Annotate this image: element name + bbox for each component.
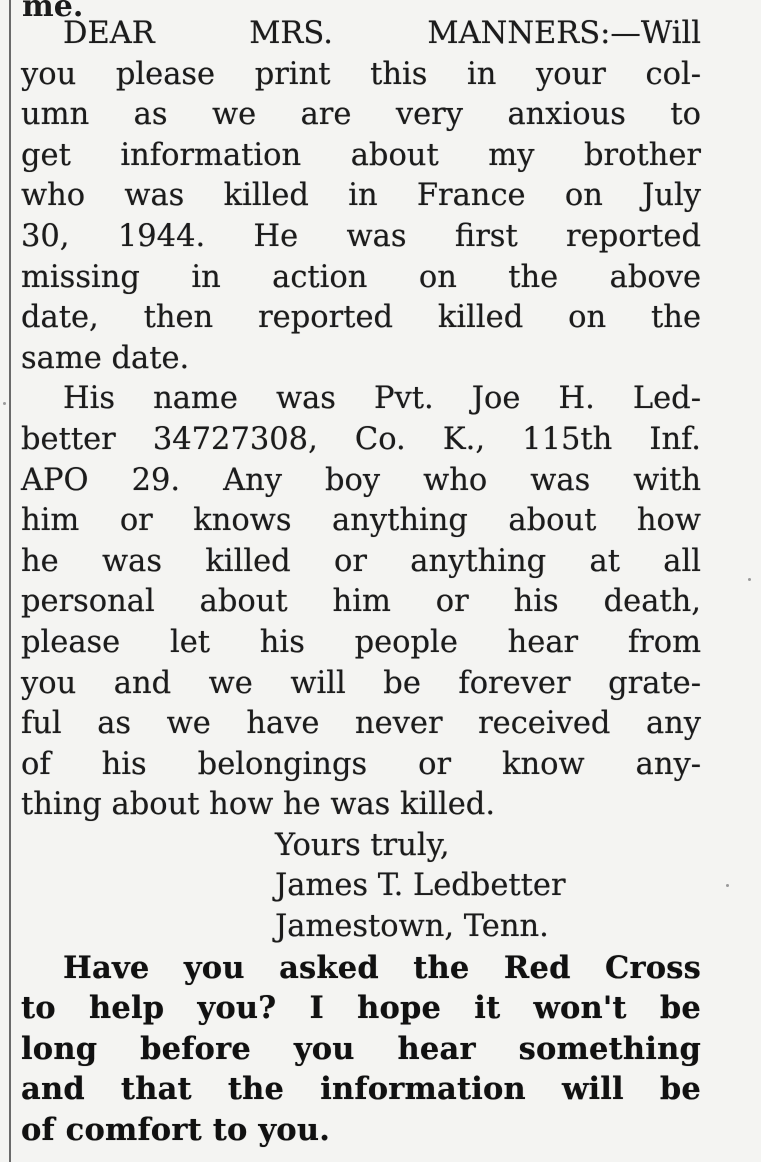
text-line: His name was Pvt. Joe H. Led- (63, 381, 701, 417)
text-line: of his belongings or know any- (21, 746, 701, 782)
signature-location: Jamestown, Tenn. (275, 909, 549, 945)
reply-line: long before you hear something (21, 1030, 701, 1067)
reply-line: to help you? I hope it won't be (21, 990, 701, 1027)
signature-name: James T. Ledbetter (275, 868, 566, 904)
paper-speck (748, 578, 751, 581)
columnist-reply (21, 948, 701, 1151)
text-line: get information about my brother (21, 137, 701, 173)
signature-closing: Yours truly, (275, 827, 450, 863)
reply-line: and that the information will be (21, 1071, 701, 1108)
text-line: date, then reported killed on the (21, 300, 701, 336)
text-line: you please print this in your col- (21, 56, 701, 92)
reply-line: of comfort to you. (21, 1112, 331, 1149)
text-line: ful as we have never received any (21, 706, 701, 742)
text-line: 30, 1944. He was first reported (21, 218, 701, 254)
text-line: who was killed in France on July (21, 178, 701, 214)
text-line: please let his people hear from (21, 624, 701, 660)
text-line: missing in action on the above (21, 259, 701, 295)
text-line: better 34727308, Co. K., 115th Inf. (21, 421, 701, 457)
reply-line: Have you asked the Red Cross (63, 949, 701, 986)
letter-paragraph-2 (21, 379, 701, 826)
text-line: personal about him or his death, (21, 584, 701, 620)
advice-column (21, 14, 701, 1151)
letter-paragraph-1 (21, 14, 701, 379)
text-line: DEAR MRS. MANNERS:—Will (63, 16, 701, 51)
letter-signature (21, 826, 701, 948)
cut-off-top-text: me. (22, 0, 84, 24)
text-line: you and we will be forever grate- (21, 665, 701, 701)
text-line: APO 29. Any boy who was with (21, 462, 701, 498)
paper-speck (3, 402, 6, 405)
column-rule (9, 0, 11, 1162)
paper-speck (726, 884, 729, 887)
text-line: thing about how he was killed. (21, 787, 496, 823)
text-line: him or knows anything about how (21, 503, 701, 539)
text-line: same date. (21, 340, 190, 376)
text-line: he was killed or anything at all (21, 543, 701, 579)
text-line: umn as we are very anxious to (21, 97, 701, 133)
